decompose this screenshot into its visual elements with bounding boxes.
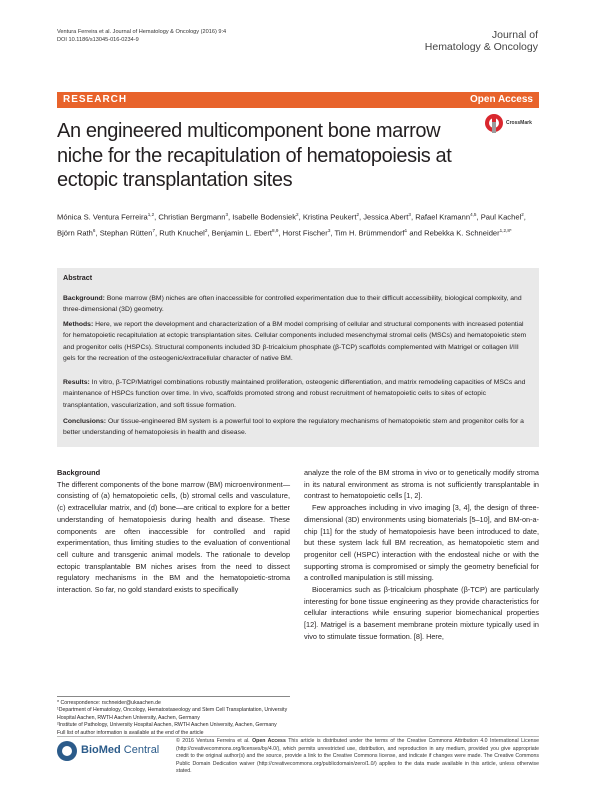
affiliations <box>57 700 290 737</box>
affiliation-1: ¹Department of Hematology, Oncology, Hematostaseology and Stem Cell Transplantation, University Hospital Aachen, RWTH Aachen University, Aachen, Germany <box>57 707 288 721</box>
body-paragraph: Few approaches including in vivo imaging [3, 4], the design of three-dimensional (3D) environments using biomaterials [5–10], and BM-on-a-chip [11] for the study of hematopoiesis have been introduced to date, but these system lack full BM recreation, as hematopoietic stem and progenitor cell (HSPC) interaction with the endosteal niche or with the supporting stroma is compromised or simply the geometry beneficial for a controlled manipulation is still missing. <box>304 503 539 583</box>
author-name: Ruth Knuchel <box>159 228 205 238</box>
open-access-tag: Open Access <box>252 738 286 744</box>
affiliation-more: Full list of author information is available at the end of the article <box>57 729 204 736</box>
author-name: Rebekka K. Schneider <box>424 228 500 238</box>
body-paragraph: Bioceramics such as β-tricalcium phosphate (β-TCP) are particularly interesting for bone tissue engineering as they provide characteristics for cellular interactions while ensuring superior biomechanical properties [12]. Matrigel is a basement membrane protein mixture typically used in vivo to stimulate tissue formation. [8]. Here, <box>304 585 539 641</box>
affiliation-2: ²Institute of Pathology, University Hospital Aachen, RWTH Aachen University, Aachen, Germany <box>57 722 277 729</box>
author-name: Benjamin L. Ebert <box>211 228 273 238</box>
author-list: Mónica S. Ventura Ferreira$^{1,2}$, Christian Bergmann$^3$, Isabelle Bodensiek$^2$, Kristina Peukert$^2$, Jessica Abert$^3$, Rafael Kramann$^{4,5}$, Paul Kachel$^2$, Björn Rath$^6$, Stephan Rütten$^7$, Ruth Knuchel$^2$, Benjamin L. Ebert$^{8,9}$, Horst Fischer$^3$, Tim H. Brümmendorf$^1$ and Rebekka K. Schneider$^{1,2,8*}$ <box>57 212 526 238</box>
author-affiliation-marker: 3 <box>408 212 411 217</box>
abstract-conclusions-text: Our tissue-engineered BM system is a powerful tool to explore the regulatory mechanisms of hematopoietic stem and progenitor cells for a better understanding of hematopoiesis in health and disease. <box>63 418 524 437</box>
author-affiliation-marker: 4,5 <box>470 212 477 217</box>
crossmark-badge[interactable] <box>484 113 532 135</box>
author-affiliation-marker: 2 <box>296 212 299 217</box>
abstract-box <box>57 268 539 447</box>
citation-header <box>57 28 297 44</box>
author-affiliation-marker: 8,9 <box>272 227 279 233</box>
body-paragraph: The different components of the bone marrow (BM) microenvironment—consisting of (a) hematopoietic cells, (b) stromal cells and vasculature, (c) extracellular matrix, and (d) bone—are critical to explore for a better understanding of hematopoiesis during health and disease. These components are often inaccessible for controlled and rapid experimentation, thus limiting studies to the evaluation of conventional cell culture and transgenic animal models. The rationale to develop ectopic transplantable BM niches arises from the need to dissect regulatory mechanisms in the BM and the hematopoietic-stroma interaction. So far, no gold standard exists to specifically <box>57 479 290 595</box>
author-affiliation-marker: 3 <box>225 212 229 217</box>
footer-rule <box>57 736 539 737</box>
author-name: Jessica Abert <box>363 212 409 222</box>
correspondence: * Correspondence: rschneider@ukaachen.de <box>57 700 161 706</box>
publisher-logo-icon <box>57 741 77 761</box>
author-name: Paul Kachel <box>480 212 522 222</box>
journal-name <box>425 29 538 53</box>
section-banner <box>57 92 539 108</box>
author-name: Horst Fischer <box>282 228 328 238</box>
copyright: © 2016 Ventura Ferreira et al. <box>176 738 250 744</box>
abstract-results <box>63 377 533 411</box>
background-heading: Background <box>57 468 101 477</box>
abstract-background-label: Background: <box>63 295 105 302</box>
author-affiliation-marker: 1,2,8* <box>499 227 512 233</box>
publisher-logo <box>57 740 159 762</box>
crossmark-label: CrossMark <box>506 120 532 126</box>
abstract-results-text: In vitro, β-TCP/Matrigel combinations robustly maintained proliferation, osteogenic differentiation, and matrix remodeling capacities of MSCs and maintenance of HSPCs function over time. In vivo, scaffolds promoted strong and robust recruitment of hematopoietic cells to sites of ectopic transplantation, vascularization, and soft tissue formation. <box>63 379 526 409</box>
publisher-name: BioMed Central <box>81 744 160 756</box>
abstract-results-label: Results: <box>63 379 90 386</box>
abstract-background-text: Bone marrow (BM) niches are often inaccessible for controlled experimentation due to their difficult accessibility, biological complexity, and three-dimensional (3D) geometry. <box>63 295 522 314</box>
author-name: Isabelle Bodensiek <box>232 212 297 222</box>
section-label: RESEARCH <box>63 94 128 105</box>
abstract-methods-label: Methods: <box>63 321 94 328</box>
body-left-column <box>57 467 290 596</box>
author-affiliation-marker: 6 <box>92 227 96 233</box>
author-affiliation-marker: 2 <box>356 212 359 217</box>
abstract-conclusions-label: Conclusions: <box>63 418 107 425</box>
author-affiliation-marker: 1,2 <box>147 212 155 217</box>
citation-line: Ventura Ferreira et al. Journal of Hematology & Oncology (2016) 9:4 <box>57 29 227 35</box>
affiliation-divider <box>57 696 290 697</box>
author-name: Mónica S. Ventura Ferreira <box>57 212 148 222</box>
author-name: Stephan Rütten <box>99 228 153 238</box>
author-affiliation-marker: 2 <box>204 227 208 233</box>
abstract-methods <box>63 319 533 365</box>
journal-line-2: Hematology & Oncology <box>424 41 538 53</box>
author-affiliation-marker: 2 <box>521 212 524 217</box>
abstract-conclusions <box>63 416 533 439</box>
author-name: Björn Rath <box>57 228 93 238</box>
license-text <box>176 738 539 776</box>
body-right-column <box>304 467 539 643</box>
journal-line-1: Journal of <box>491 29 538 41</box>
body-paragraph: analyze the role of the BM stroma in vivo or to genetically modify stroma in its natural environment as stroma is not sufficiently transplantable in contrast to hematopoietic cells [1, 2]. <box>304 468 539 501</box>
author-affiliation-marker: 3 <box>327 227 331 233</box>
author-name: Kristina Peukert <box>302 212 357 222</box>
abstract-background <box>63 293 533 316</box>
author-affiliation-marker: 7 <box>152 227 156 233</box>
license-body: This article is distributed under the terms of the Creative Commons Attribution 4.0 International License (http://creativecommons.org/licenses/by/4.0/), which permits unrestricted use, distribution, and reproduction in any medium, provided you give appropriate credit to the original author(s) and the source, provide a link to the Creative Commons license, and indicate if changes were made. The Creative Commons Public Domain Dedication waiver (http://creativecommons.org/publicdomain/zero/1.0/) applies to the data made available in this article, unless otherwise stated. <box>176 738 539 774</box>
article-title: An engineered multicomponent bone marrow niche for the recapitulation of hematopoiesis at ectopic transplantation sites <box>57 120 452 191</box>
open-access-label: Open Access <box>470 94 533 105</box>
author-name: Rafael Kramann <box>415 212 471 222</box>
author-name: Christian Bergmann <box>158 212 226 222</box>
abstract-methods-text: Here, we report the development and characterization of a BM model comprising of cellular and structural components with increased potential for hematopoietic recapitulation at ectopic transplantation sites. Cellular components included mesenchymal stromal cells (MSCs) and hematopoietic stem and progenitor cells (HSPCs). Structural components included 3D β-tricalcium phosphate (β-TCP) scaffolds complemented with Matrigel or collagen I/III gels for the recreation of the osteogenic/extracellular character of native BM. <box>63 321 527 363</box>
author-affiliation-marker: 1 <box>404 227 408 233</box>
abstract-heading: Abstract <box>63 273 93 282</box>
crossmark-icon <box>484 113 504 135</box>
author-name: Tim H. Brümmendorf <box>334 228 405 238</box>
doi-line: DOI 10.1186/s13045-016-0234-9 <box>57 37 139 43</box>
